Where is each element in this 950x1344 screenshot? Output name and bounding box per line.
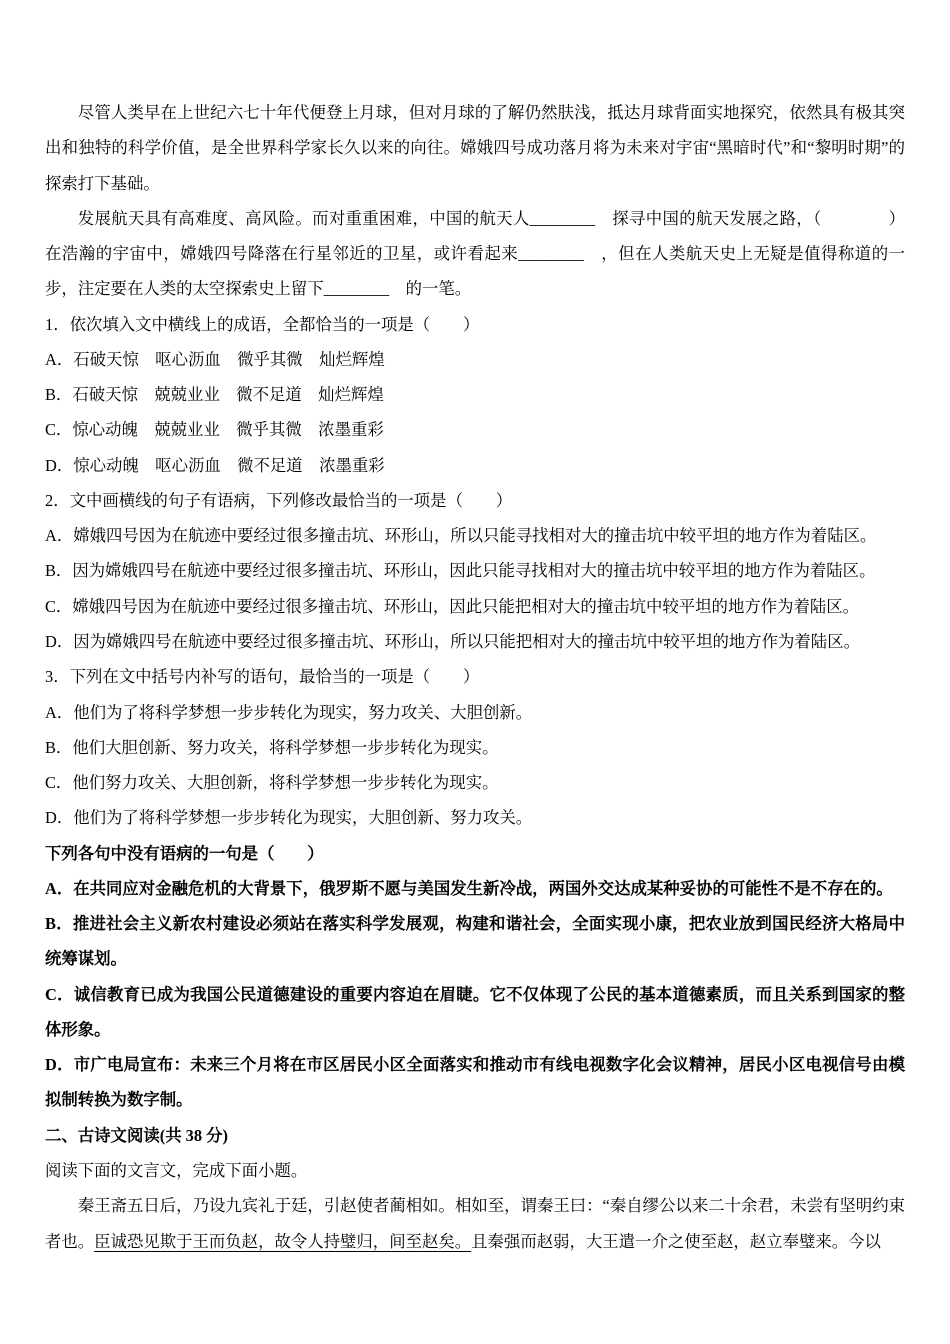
intro-para-2 (45, 201, 905, 307)
text-run: A．在共同应对金融危机的大背景下，俄罗斯不愿与美国发生新冷战，两国外交达成某种妥协的可能性不是不存在的。 (45, 878, 893, 898)
q1-option-a (45, 342, 905, 377)
text-run: 1．依次填入文中横线上的成语，全都恰当的一项是（ ） (45, 314, 480, 334)
text-run: 3．下列在文中括号内补写的语句，最恰当的一项是（ ） (45, 667, 480, 687)
text-run: 且秦强而赵弱，大王遣一介之使至赵，赵立奉璧来。今以 (471, 1231, 881, 1251)
q2-option-a (45, 518, 905, 553)
text-run: C．他们努力攻关、大胆创新，将科学梦想一步步转化为现实。 (45, 773, 499, 793)
question-2 (45, 483, 905, 518)
q4-option-c (45, 977, 905, 1048)
text-run: B．他们大胆创新、努力攻关，将科学梦想一步步转化为现实。 (45, 737, 499, 757)
question-4 (45, 836, 905, 871)
text-run: 2．文中画横线的句子有语病，下列修改最恰当的一项是（ ） (45, 490, 513, 510)
text-run: 下列各句中没有语病的一句是（ ） (45, 843, 324, 863)
intro-para-1 (45, 95, 905, 201)
text-run: 发展航天具有高难度、高风险。而对重重困难，中国的航天人________ 探寻中国的航天发展之路，（ ）在浩瀚的宇宙中，嫦娥四号降落在行星邻近的卫星，或许看起来________ ，但在人类航天史上无疑是值得称道的一步，注定要在人类的太空探索史上留下________ 的一笔。 (45, 208, 905, 299)
text-run: C．惊心动魄 兢兢业业 微乎其微 浓墨重彩 (45, 420, 384, 440)
q3-option-d (45, 800, 905, 835)
text-run: 尽管人类早在上世纪六七十年代便登上月球，但对月球的了解仍然肤浅，抵达月球背面实地探究，依然具有极其突出和独特的科学价值，是全世界科学家长久以来的向往。嫦娥四号成功落月将为未来对宇宙“黑暗时代”和“黎明时期”的探索打下基础。 (45, 103, 905, 193)
text-run: B．因为嫦娥四号在航迹中要经过很多撞击坑、环形山，因此只能寻找相对大的撞击坑中较平坦的地方作为着陆区。 (45, 561, 876, 581)
q1-option-c (45, 412, 905, 447)
reading-instruction (45, 1153, 905, 1188)
text-run: A．他们为了将科学梦想一步步转化为现实，努力攻关、大胆创新。 (45, 702, 533, 722)
q4-option-d (45, 1047, 905, 1118)
q1-option-b (45, 377, 905, 412)
text-run: A．石破天惊 呕心沥血 微乎其微 灿烂辉煌 (45, 349, 385, 369)
text-run: 二、古诗文阅读(共 38 分) (45, 1125, 229, 1145)
q3-option-c (45, 765, 905, 800)
text-run: D．惊心动魄 呕心沥血 微不足道 浓墨重彩 (45, 455, 385, 475)
text-run: D．他们为了将科学梦想一步步转化为现实，大胆创新、努力攻关。 (45, 808, 533, 828)
q4-option-a (45, 871, 905, 906)
q3-option-a (45, 695, 905, 730)
q2-option-d (45, 624, 905, 659)
q2-option-c (45, 589, 905, 624)
document-body (45, 95, 905, 1259)
text-run: A．嫦娥四号因为在航迹中要经过很多撞击坑、环形山，所以只能寻找相对大的撞击坑中较平坦的地方作为着陆区。 (45, 526, 877, 546)
text-run: C．诚信教育已成为我国公民道德建设的重要内容迫在眉睫。它不仅体现了公民的基本道德素质，而且关系到国家的整体形象。 (45, 984, 905, 1039)
q4-option-b (45, 906, 905, 977)
underlined-text-run: 臣诚恐见欺于王而负赵，故令人持璧归，间至赵矣。 (94, 1231, 472, 1251)
classical-passage (45, 1188, 905, 1259)
text-run: C．嫦娥四号因为在航迹中要经过很多撞击坑、环形山，因此只能把相对大的撞击坑中较平坦的地方作为着陆区。 (45, 596, 860, 616)
question-3 (45, 659, 905, 694)
text-run: B．石破天惊 兢兢业业 微不足道 灿烂辉煌 (45, 385, 384, 405)
text-run: 阅读下面的文言文，完成下面小题。 (45, 1160, 308, 1180)
text-run: D．市广电局宣布：未来三个月将在市区居民小区全面落实和推动市有线电视数字化会议精神，居民小区电视信号由模拟制转换为数字制。 (45, 1055, 905, 1110)
section-2-heading (45, 1118, 905, 1153)
q1-option-d (45, 448, 905, 483)
text-run: B．推进社会主义新农村建设必须站在落实科学发展观，构建和谐社会，全面实现小康，把农业放到国民经济大格局中统筹谋划。 (45, 914, 905, 969)
text-run: D．因为嫦娥四号在航迹中要经过很多撞击坑、环形山，所以只能把相对大的撞击坑中较平坦的地方作为着陆区。 (45, 631, 860, 651)
text-run: 秦王斋五日后，乃设九宾礼于廷，引赵使者蔺相如。相如至，谓秦王曰：“秦自缪公以来二十余君，未尝有坚明约束者也。 (45, 1196, 905, 1251)
q3-option-b (45, 730, 905, 765)
q2-option-b (45, 553, 905, 588)
question-1 (45, 307, 905, 342)
